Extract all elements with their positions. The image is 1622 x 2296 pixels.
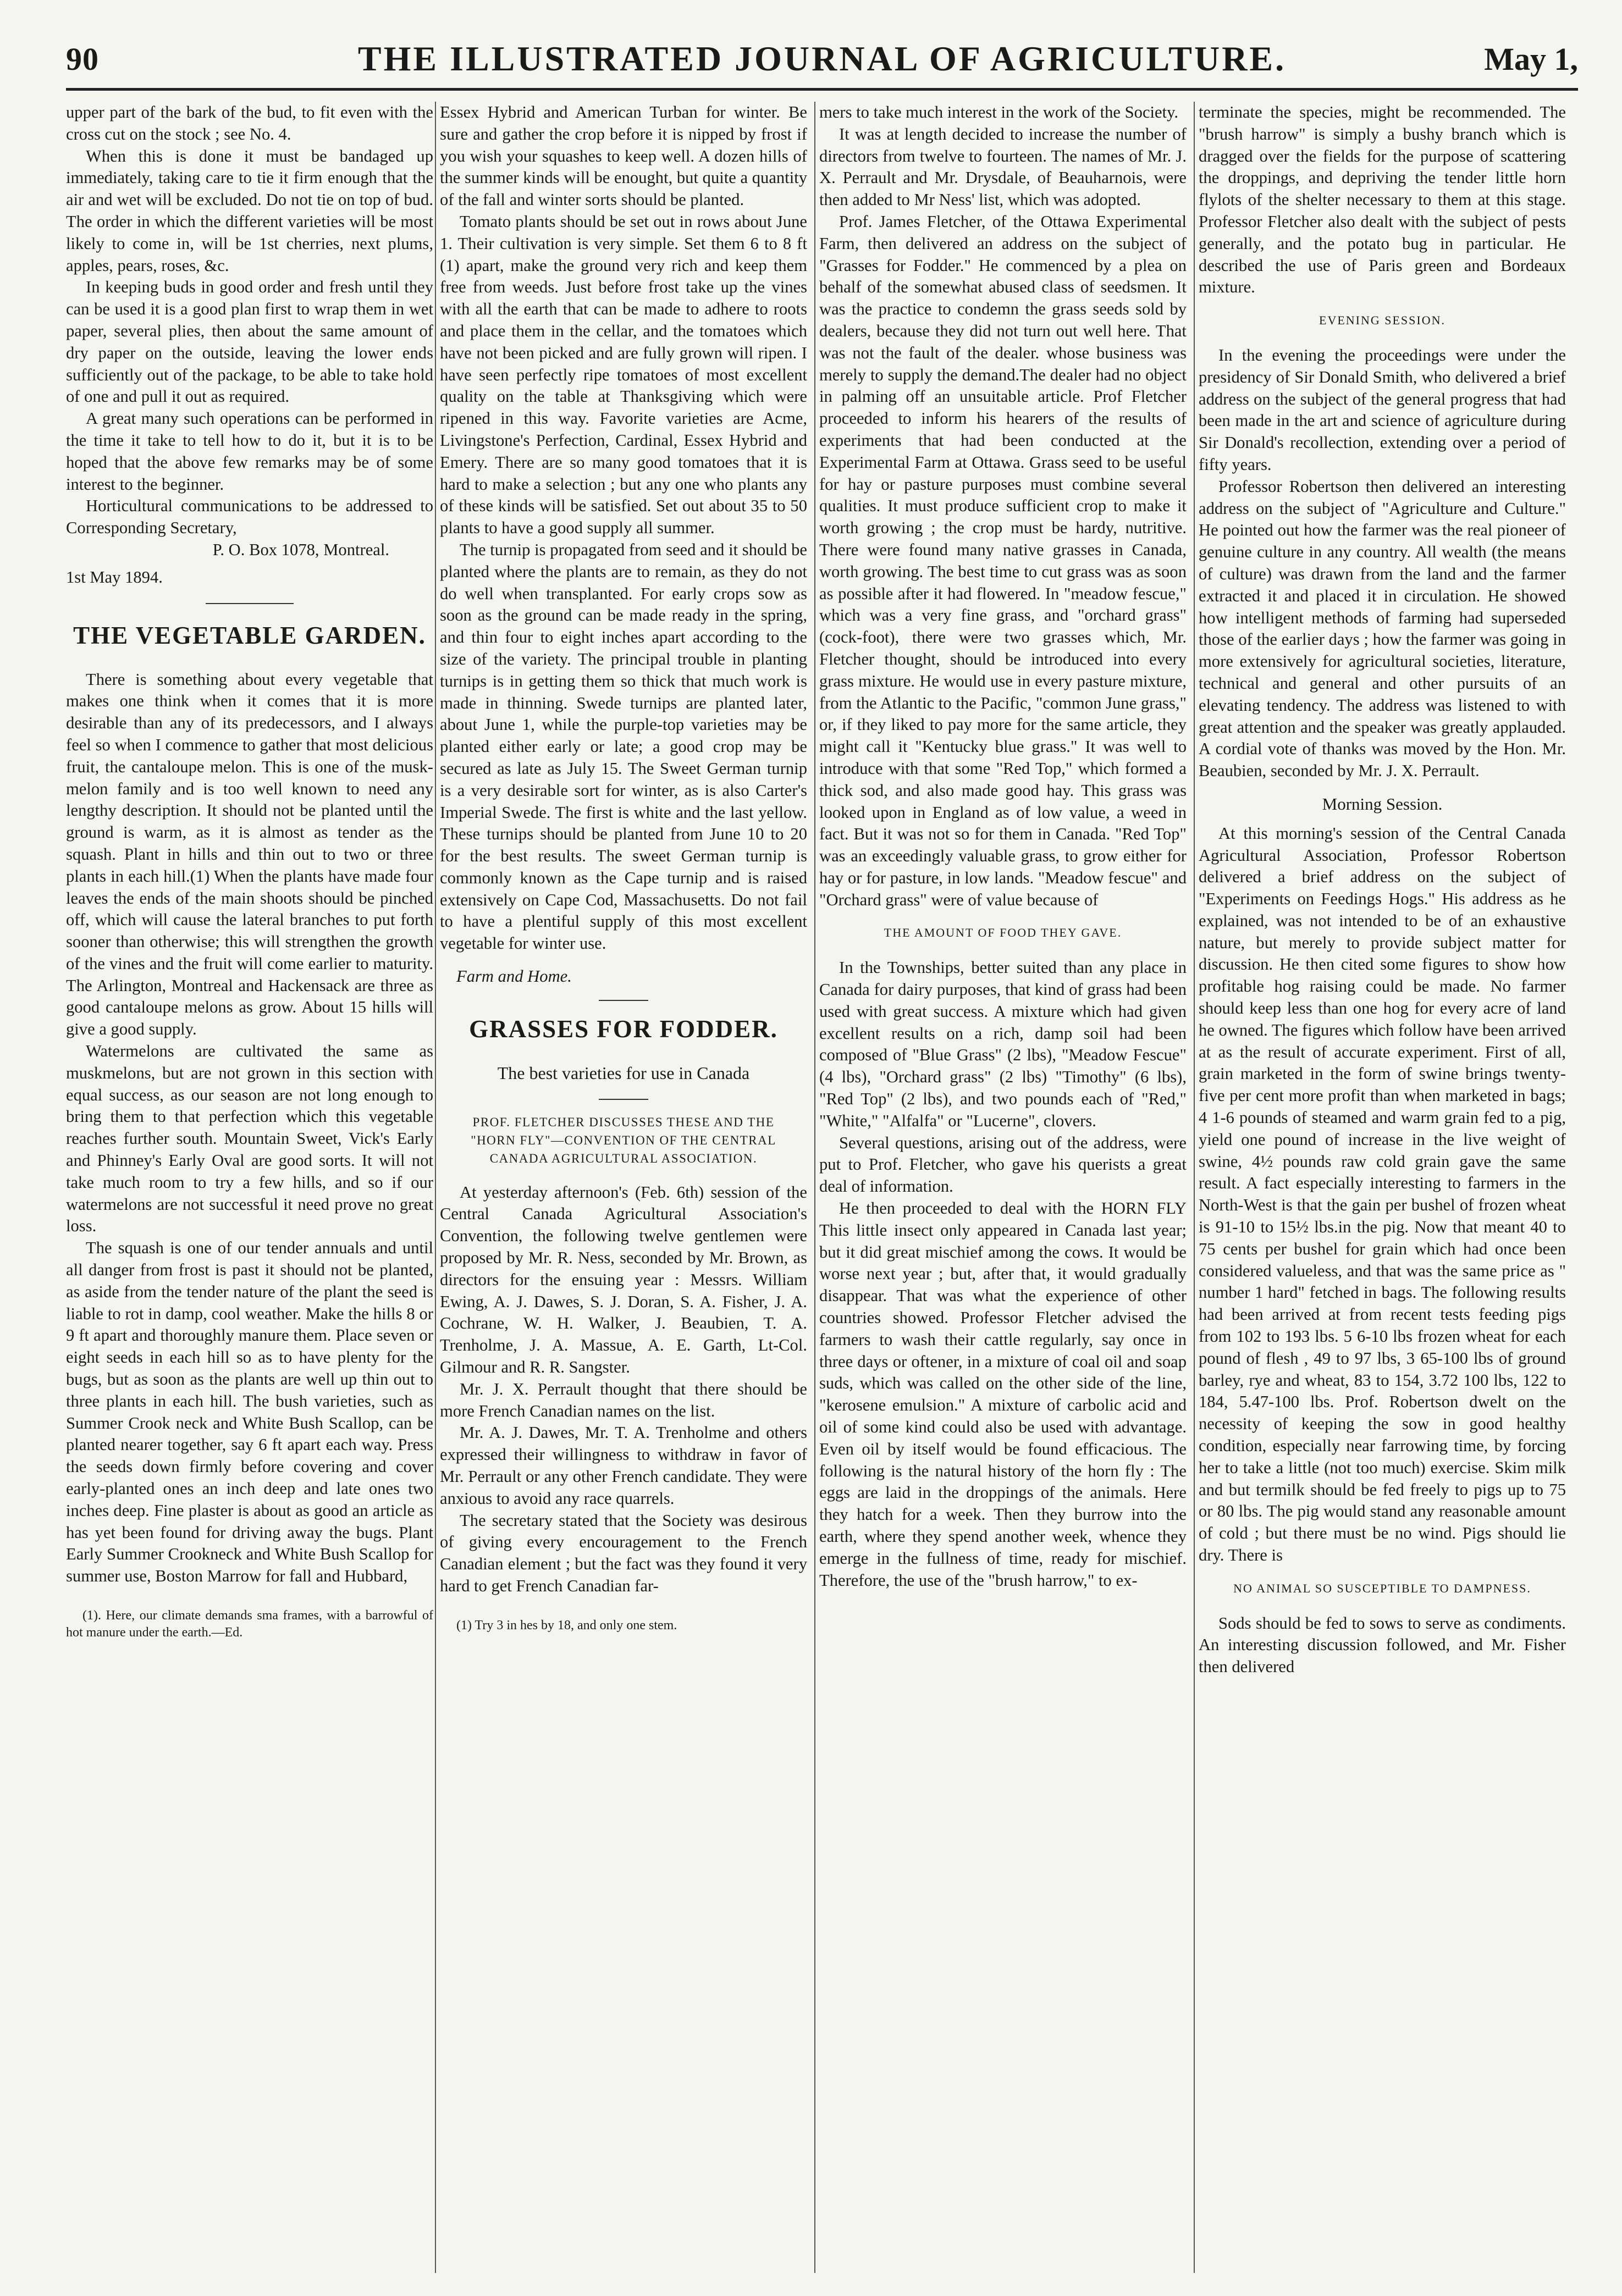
- column-3: [819, 102, 1187, 2273]
- dateline: 1st May 1894.: [66, 567, 163, 587]
- paragraph: A great many such operations can be performed in the time it take to tell how to do it, but it is to be hoped that the above few remarks may be of some interest to the beginner.: [66, 409, 433, 494]
- paragraph: He then proceeded to deal with the HORN FLY This little insect only appeared in Canada last year; but it did great mischief among the cows. It would be worse next year ; but, after that, it would gradually disappear. That was what the experience of other countries showed. Professor Fletcher advised the farmers to wash their cattle regularly, say once in three days or oftener, in a mixture of coal oil and soap suds, which was called on the other side of the line, "kerosene emulsion." A mixture of carbolic acid and oil of some kind could also be used with advantage. Even oil by itself would be found efficacious. The following is the natural history of the horn fly : The eggs are laid in the droppings of the animals. Here they hatch for a week. Then they burrow into the earth, where they spend another week, whence they emerge in the fullness of time, ready for mischief. Therefore, the use of the "brush harrow," to ex-: [819, 1199, 1187, 1590]
- article-deck: PROF. FLETCHER DISCUSSES THESE AND THE "HORN FLY"—CONVENTION OF THE CENTRAL CANADA AGRICULTURAL ASSOCIATION.: [471, 1115, 776, 1165]
- section-subhead: NO ANIMAL SO SUSCEPTIBLE TO DAMPNESS.: [1233, 1581, 1531, 1595]
- article-title: GRASSES FOR FODDER.: [469, 1015, 778, 1043]
- section-subhead: EVENING SESSION.: [1319, 313, 1446, 328]
- article-title: THE VEGETABLE GARDEN.: [73, 621, 426, 649]
- paragraph: Prof. James Fletcher, of the Ottawa Experimental Farm, then delivered an address on the subject of "Grasses for Fodder." He commenced by a plea on behalf of the somewhat abused class of seedsmen. It was the practice to condemn the grass seeds sold by dealers, because they did not turn out well here. That was not the fault of the dealer. whose business was merely to supply the demand.The dealer had no object in palming off an unsuitable article. Prof Fletcher proceeded to inform his hearers of the results of experiments that had been conducted at the Experimental Farm at Ottawa. Grass seed to be useful for hay or pasture purposes must combine several qualities. It must produce sufficient crop to make it worth growing ; the crop must be hardy, nutritive. There were found many native grasses in Canada, worth growing. The best time to cut grass was as soon as possible after it had flowered. In "meadow fescue," which was a very fine grass, and "orchard grass" (cock-foot), there were two grasses which, Mr. Fletcher thought, should be introduced into every grass mixture. He would use in every pasture mixture, from the Atlantic to the Pacific, "common June grass," or, if they liked to pay more for the same article, they might call it "Kentucky blue grass." It was well to introduce with that some "Red Top," which formed a thick sod, and also made good hay. This grass was looked upon in England as of low value, a weed in fact. But it was not so for them in Canada. "Red Top" was an exceedingly valuable grass, to grow either for hay or for pasture, in low lands. "Meadow fescue" and "Orchard grass" were of value because of: [819, 212, 1187, 909]
- address-line: P. O. Box 1078, Montreal.: [212, 540, 389, 559]
- section-subhead: THE AMOUNT OF FOOD THEY GAVE.: [884, 926, 1122, 940]
- paragraph: In the Townships, better suited than any place in Canada for dairy purposes, that kind of grass had been used with great success. A mixture which had given excellent results on a rich, damp soil had been composed of "Blue Grass" (2 lbs), "Meadow Fescue" (4 lbs), "Orchard grass" (2 lbs) "Timothy" (6 lbs), "Red Top" (2 lbs), and two pounds each of "Red," "White," "Alfalfa" or "Lucerne", clovers.: [819, 958, 1187, 1130]
- paragraph: In keeping buds in good order and fresh until they can be used it is a good plan first to wrap them in wet paper, several plies, then about the same amount of dry paper on the outside, leaving the lower ends sufficiently out of the package, to be able to take hold of one and pull it out as required.: [66, 278, 433, 406]
- column-rule: [1194, 102, 1195, 2273]
- paragraph: Essex Hybrid and American Turban for winter. Be sure and gather the crop before it is nipped by frost if you wish your squashes to keep well. A dozen hills of the summer kinds will be enought, but quite a quantity of the fall and winter sorts should be planted.: [440, 103, 807, 209]
- issue-date: May 1,: [1484, 41, 1578, 77]
- footnote: (1) Try 3 in hes by 18, and only one stem.: [456, 1618, 677, 1633]
- footnote: (1). Here, our climate demands sma frames, with a barrowful of hot manure under the earth.—Ed.: [66, 1608, 433, 1640]
- paragraph: Mr. J. X. Perrault thought that there should be more French Canadian names on the list.: [440, 1379, 807, 1420]
- journal-title: THE ILLUSTRATED JOURNAL OF AGRICULTURE.: [357, 39, 1287, 78]
- paragraph: Horticultural communications to be addressed to Corresponding Secretary,: [66, 496, 433, 538]
- paragraph: mers to take much interest in the work of the Society.: [819, 103, 1179, 121]
- column-2: [440, 102, 807, 2273]
- column-rule: [435, 102, 436, 2273]
- paragraph: There is something about every vegetable that makes one think when it comes that it is more desirable than any of its predecessors, and I always feel so when I commence to gather that most delicious fruit, the cantaloupe melon. This is one of the musk-melon family and is too well known to need any lengthy description. It should not be planted until the ground is warm, as it is almost as tender as the squash. Plant in hills and thin out to two or three plants in each hill.(1) When the plants have made four leaves the ends of the main shoots should be pinched off, which will cause the lateral branches to put forth sooner than otherwise; this will strengthen the growth of the vines and the fruit will come earlier to maturity. The Arlington, Montreal and Hackensack are three as good cantaloupe melons as grow. About 15 hills will give a good supply.: [66, 670, 433, 1039]
- paragraph: Watermelons are cultivated the same as muskmelons, but are not grown in this section with equal success, as our season are not long enough to bring them to that perfection which this vegetable reaches further south. Mountain Sweet, Vick's Early and Phinney's Early Oval are good sorts. It will not take much room to try a few hills, and so if our watermelons are not successful it need prove no great loss.: [66, 1042, 433, 1236]
- paragraph: Sods should be fed to sows to serve as condiments. An interesting discussion followed, and Mr. Fisher then delivered: [1199, 1613, 1566, 1677]
- paragraph: The secretary stated that the Society was desirous of giving every encouragement to the French Canadian element ; but the fact was they found it very hard to get French Canadian far-: [440, 1511, 807, 1596]
- section-divider: [206, 603, 294, 604]
- paragraph: When this is done it must be bandaged up immediately, taking care to tie it firm enough that the air and wet will be excluded. Do not tie on top of bud. The order in which the different varieties will be most likely to come in, will be 1st cherries, next plums, apples, pears, roses, &c.: [66, 146, 433, 275]
- paragraph: At yesterday afternoon's (Feb. 6th) session of the Central Canada Agricultural Association's Convention, the following twelve gentlemen were proposed by Mr. R. Ness, seconded by Mr. Brown, as directors for the ensuing year : Messrs. William Ewing, A. J. Dawes, S. J. Doran, S. A. Fisher, J. A. Cochrane, W. H. Walker, J. Beaubien, T. A. Trenholme, J. A. Massue, A. E. Garth, Lt-Col. Gilmour and R. R. Sangster.: [440, 1182, 807, 1377]
- section-subhead: Morning Session.: [1322, 794, 1443, 814]
- paragraph: The turnip is propagated from seed and it should be planted where the plants are to remain, as they do not do well when transplanted. For early crops sow as soon as the ground can be made ready in the spring, and thin four to eight inches apart according to the size of the variety. The principal trouble in planting turnips is in getting them so thick that much work is made in thinning. Swede turnips are planted later, about June 1, while the purple-top varieties may be planted either early or late; a good crop may be secured as late as July 15. The Sweet German turnip is a very desirable sort for winter, as is also Carter's Imperial Swede. The first is white and the last yellow. These turnips should be planted from June 10 to 20 for the best results. The sweet German turnip is commonly known as the Cape turnip and is raised extensively on Cape Cod, Massachusetts. Do not fail to have a plentiful supply of this most excellent vegetable for winter use.: [440, 540, 807, 953]
- section-divider: [599, 1000, 648, 1001]
- column-4: [1199, 102, 1566, 2273]
- paragraph: upper part of the bark of the bud, to fit even with the cross cut on the stock ; see No. 4.: [66, 103, 433, 143]
- paragraph: Tomato plants should be set out in rows about June 1. Their cultivation is very simple. Set them 6 to 8 ft (1) apart, make the ground very rich and keep them free from weeds. Just before frost take up the vines with all the earth that can be made to adhere to roots and place them in the cellar, and the tomatoes which have not been picked and are fully grown will ripen. I have seen perfectly ripe tomatoes of most excellent quality on the table at Thanksgiving which were ripened in this way. Favorite varieties are Acme, Livingstone's Perfection, Cardinal, Essex Hybrid and Emery. There are so many good tomatoes that it is hard to make a selection ; but any one who plants any of these kinds will be satisfied. Set out about 35 to 50 plants to have a good supply all summer.: [440, 212, 807, 538]
- paragraph: terminate the species, might be recommended. The "brush harrow" is simply a bushy branch which is dragged over the fields for the purpose of scattering the droppings, and depriving the tender little horn flylots of the shelter necessary to them at this stage. Professor Fletcher also dealt with the subject of pests generally, and the potato bug in particular. He described the use of Paris green and Bordeaux mixture.: [1199, 103, 1566, 297]
- paragraph: In the evening the proceedings were under the presidency of Sir Donald Smith, who delivered a brief address on the subject of the general progress that had been made in the art and science of agriculture during Sir Donald's recollection, extending over a period of fifty years.: [1199, 345, 1566, 474]
- paragraph: Professor Robertson then delivered an interesting address on the subject of "Agriculture and Culture." He pointed out how the farmer was the real pioneer of genuine culture in any country. All wealth (the means of culture) was drawn from the land and the farmer extracted it and placed it in circulation. He showed how intelligent methods of farming had superseded those of the earlier days ; how the farmer was going in more extensively for agricultural societies, literature, technical and general and other pursuits of an elevating tendency. The address was listened to with great attention and the speaker was greatly applauded. A cordial vote of thanks was moved by the Hon. Mr. Beaubien, seconded by Mr. J. X. Perrault.: [1199, 477, 1566, 781]
- paragraph: Several questions, arising out of the address, were put to Prof. Fletcher, who gave his querists a great deal of information.: [819, 1133, 1187, 1196]
- paragraph: Mr. A. J. Dawes, Mr. T. A. Trenholme and others expressed their willingness to withdraw in favor of Mr. Perrault or any other French candidate. They were anxious to avoid any race quarrels.: [440, 1423, 807, 1508]
- page-number: 90: [66, 41, 99, 77]
- section-divider: [599, 1099, 648, 1100]
- paragraph: It was at length decided to increase the number of directors from twelve to fourteen. The names of Mr. J. X. Perrault and Mr. Drysdale, of Beauharnois, were then added to Mr Ness' list, which was adopted.: [819, 124, 1187, 209]
- column-1: [66, 102, 433, 2273]
- paragraph: At this morning's session of the Central Canada Agricultural Association, Professor Robertson delivered a brief address on the subject of "Experiments on Feedings Hogs." His address as he explained, was not intended to be of an exhaustive nature, but merely to provide subject matter for discussion. He then cited some figures to show how profitable hog raising could be made. No farmer should keep less than one hog for every acre of land he owned. The figures which follow have been arrived at as the result of accurate experiment. First of all, grain marketed in the form of swine brings twenty-five per cent more profit than when marketed in bags; 4 1-6 pounds of steamed and warm grain fed to a pig, yield one pound of increase in the live weight of swine, 4½ pounds raw cold grain gave the same result. A fact especially interesting to farmers in the North-West is that the gain per bushel of frozen wheat is 91-10 to 15½ lbs.in the pig. Now that meant 40 to 75 cents per bushel for grain which had once been considered valueless, and that was the same price as " number 1 hard" fetched in bags. The following results had been arrived at from recent tests feeding pigs from 102 to 193 lbs. 5 6-10 lbs frozen wheat for each pound of flesh , 49 to 97 lbs, 3 65-100 lbs of ground barley, rye and wheat, 83 to 154, 3.72 100 lbs, 122 to 184, 5.47-100 lbs. Prof. Robertson dwelt on the necessity of keeping the sow in good healthy condition, especially near farrowing time, by forcing her to take a little (not too much) exercise. Skim milk and but termilk should be fed freely to pigs up to 75 or 80 lbs. The pig would stand any reasonable amount of cold ; but there must be no wind. Pigs should lie dry. There is: [1199, 823, 1566, 1564]
- column-rule: [814, 102, 815, 2273]
- paragraph: The squash is one of our tender annuals and until all danger from frost is past it should not be planted, as aside from the tender nature of the plant the seed is liable to rot in damp, cool weather. Make the hills 8 or 9 ft apart and thoroughly manure them. Place seven or eight seeds in each hill so as to have plenty for the bugs, but as soon as the plants are well up thin out to three plants in each hill. The bush varieties, such as Summer Crook neck and White Bush Scallop, can be planted nearer together, say 6 ft apart each way. Press the seeds down firmly before covering and cover early-planted ones an inch deep and late ones two inches deep. Fine plaster is about as good an article as has yet been found for driving away the bugs. Plant Early Summer Crookneck and White Bush Scallop for summer use, Boston Marrow for fall and Hubbard,: [66, 1238, 433, 1586]
- article-subtitle: The best varieties for use in Canada: [497, 1063, 750, 1083]
- source-credit: Farm and Home.: [456, 967, 572, 986]
- page-header: [66, 38, 1578, 91]
